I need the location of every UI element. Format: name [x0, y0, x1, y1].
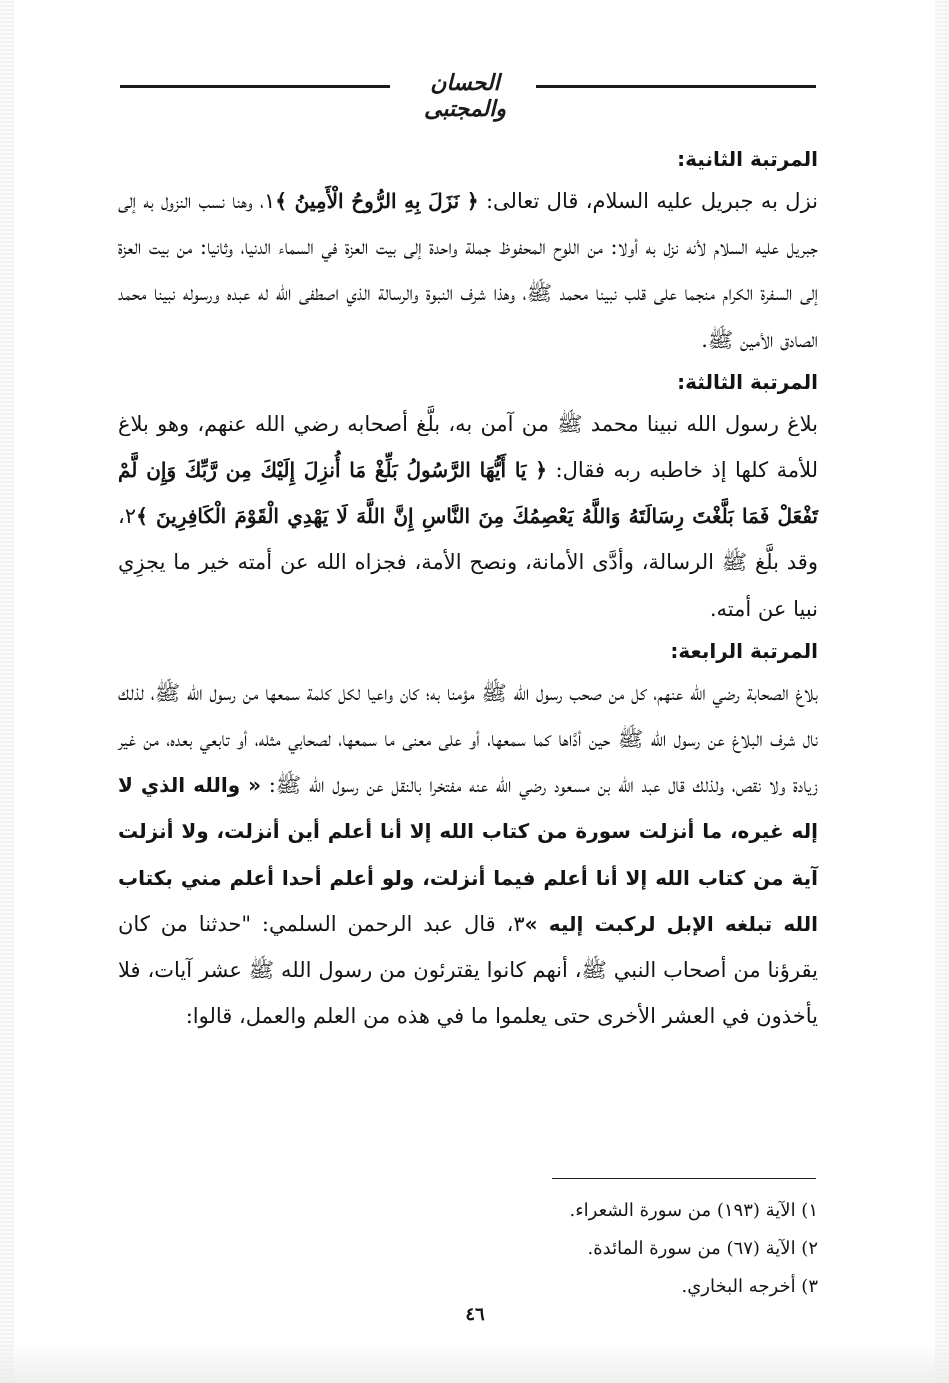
paragraph-text: بلاغ الصحابة رضي الله عنهم، كل من صحب رسول الله ﷺ مؤمنا به؛ كان واعيا لكل كلمة سمعها من رسول الله ﷺ، لذلك نال شرف البلاغ عن رسول الله ﷺ حين أدَّاها كما سمعها، أو على معنى ما سمعها، لصحابي مثله، أو تابعي بعده، من غير زيادة ولا نقص، ولذلك قال عبد الله بن مسعود رضي الله عنه مفتخرا بالنقل عن رسول الله ﷺ:: [118, 680, 818, 798]
section-rank-two: [118, 140, 818, 363]
running-header: [120, 68, 816, 122]
paragraph-text: ٢، وقد بلَّغ ﷺ الرسالة، وأدَّى الأمانة، ونصح الأمة، فجزاه الله عن أمته خير ما يجزِي نبيا عن أمته.: [118, 504, 818, 621]
header-rule-right: [536, 85, 816, 88]
section-heading: المرتبة الثانية:: [677, 147, 818, 171]
hadith-quote: « والله الذي لا إله غيره، ما أنزلت سورة من كتاب الله إلا أنا أعلم أين أنزلت، ولا أنزلت آية من كتاب الله إلا أنا أعلم فيما أنزلت، ولو أعلم أحدا أعلم مني بكتاب الله تبلغه الإبل لركبت إليه »: [118, 773, 818, 936]
paragraph-text: بلاغ رسول الله نبينا محمد ﷺ من آمن به، بلَّغ أصحابه رضي الله عنهم، وهو بلاغ للأمة كلها إذ خاطبه ربه فقال:: [118, 411, 819, 483]
section-rank-four: [118, 632, 818, 1040]
section-paragraph: [118, 401, 818, 632]
footnote-separator: [552, 1178, 816, 1179]
footnote-item: ٢) الآية (٦٧) من سورة المائدة.: [587, 1238, 818, 1259]
section-heading: المرتبة الرابعة:: [670, 638, 818, 663]
section-rank-three: [118, 363, 818, 632]
header-rule-left: [120, 85, 390, 88]
footnote-item: ٣) أخرجه البخاري.: [681, 1276, 818, 1297]
quran-verse: ﴿ يَا أَيُّهَا الرَّسُولُ بَلِّغْ مَا أُنزِلَ إِلَيْكَ مِن رَّبِّكَ وَإِن لَّمْ تَفْعَلْ فَمَا بَلَّغْتَ رِسَالَتَهُ وَاللَّهُ يَعْصِمُكَ مِنَ النَّاسِ إِنَّ اللَّهَ لَا يَهْدِي الْقَوْمَ الْكَافِرِينَ ﴾: [118, 458, 818, 529]
scan-edge-left: [0, 0, 14, 1383]
footnote-item: ١) الآية (١٩٣) من سورة الشعراء.: [569, 1200, 818, 1221]
paragraph-text: ١، وهنا نسب النزول به إلى جبريل عليه السلام لأنه نزل به أولا: من اللوح المحفوظ جملة واحدة إلى بيت العزة في السماء الدنيا، وثانيا: من بيت العزة إلى السفرة الكرام منجما على قلب نبينا محمد ﷺ، وهذا شرف النبوة والرسالة الذي اصطفى الله له عبده ورسوله نبينا محمد الصادق الأمين ﷺ.: [118, 189, 818, 352]
scan-edge-bottom: [0, 1343, 949, 1383]
section-paragraph: [118, 178, 818, 363]
paragraph-text: نزل به جبريل عليه السلام، قال تعالى:: [478, 189, 818, 213]
page-number: ٤٦: [465, 1304, 485, 1325]
header-title: الحسان والمجتبى: [424, 70, 506, 122]
section-paragraph: [118, 670, 818, 1040]
footnotes: [500, 1192, 818, 1306]
paragraph-text: ٣، قال عبد الرحمن السلمي: "حدثنا من كان يقرؤنا من أصحاب النبي ﷺ، أنهم كانوا يقترئون من رسول الله ﷺ عشر آيات، فلا يأخذون في العشر الأخرى حتى يعلموا ما في هذه من العلم والعمل، قالوا:: [118, 911, 818, 1029]
main-text: [118, 140, 818, 1039]
scan-edge-right: [935, 0, 949, 1383]
quran-verse: ﴿ نَزَلَ بِهِ الرُّوحُ الْأَمِينُ ﴾: [275, 189, 479, 213]
section-heading: المرتبة الثالثة:: [677, 369, 818, 394]
